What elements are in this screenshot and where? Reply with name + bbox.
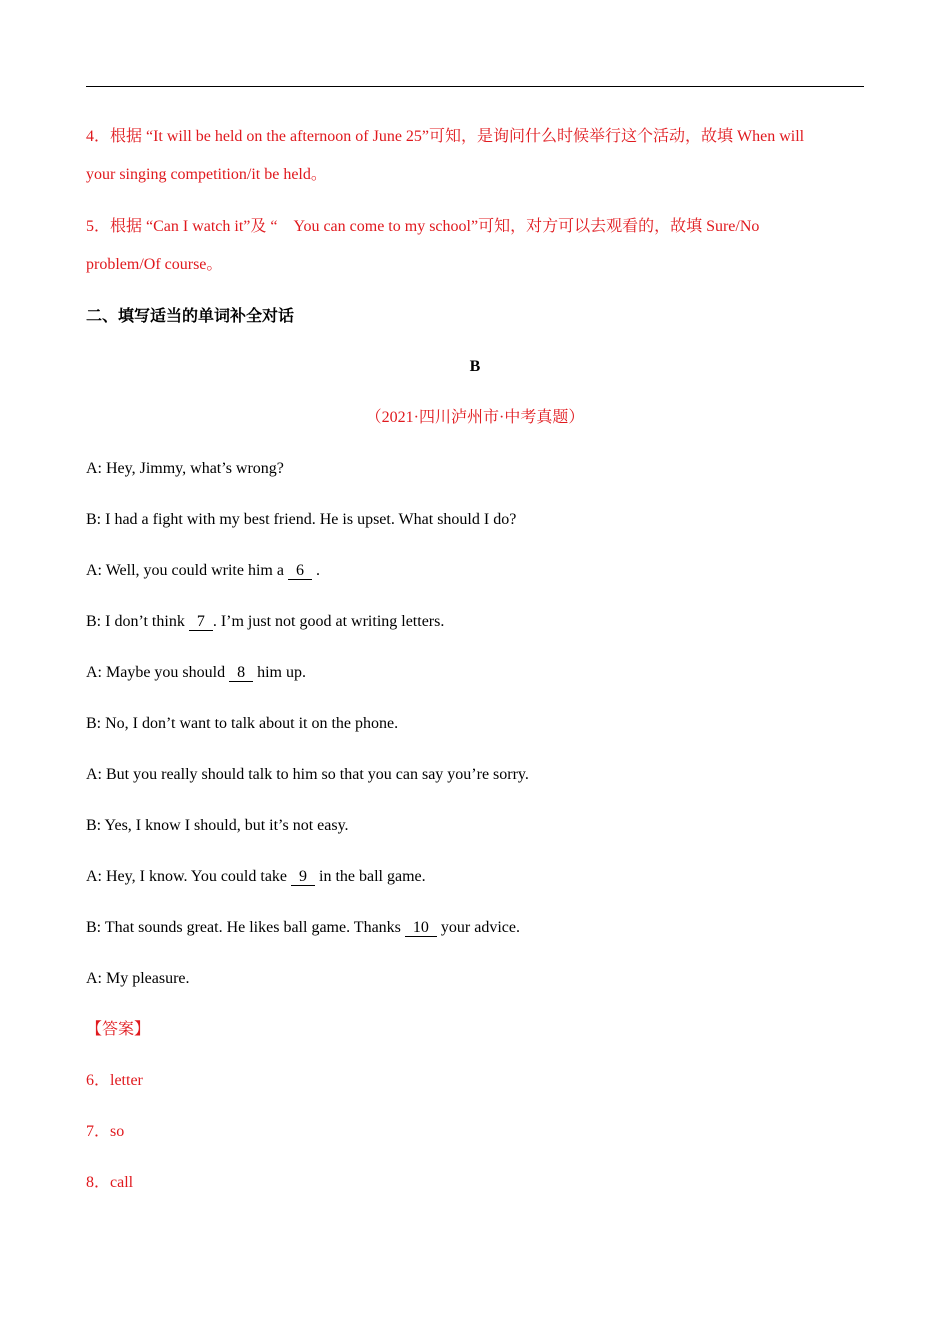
dialogue-line-4-post: . I’m just not good at writing letters. xyxy=(212,613,445,630)
answer-6: 6．letter xyxy=(86,1072,143,1089)
explanation-4-line-1: 4．根据 “It will be held on the afternoon of June 25”可知，是询问什么时候举行这个活动，故填 When will xyxy=(86,128,805,145)
dialogue-line-2: B: I had a fight with my best friend. He is upset. What should I do? xyxy=(86,511,517,528)
dialogue-line-8: B: Yes, I know I should, but it’s not easy. xyxy=(86,817,349,834)
explanation-5-line-2: problem/Of course。 xyxy=(86,256,223,273)
passage-label: B xyxy=(469,358,481,375)
dialogue-line-1: A: Hey, Jimmy, what’s wrong? xyxy=(86,460,284,477)
answer-8: 8．call xyxy=(86,1174,134,1191)
explanation-4-line-2: your singing competition/it be held。 xyxy=(86,166,327,183)
explanation-5-line-1: 5．根据 “Can I watch it”及 “ You can come to my school”可知，对方可以去观看的，故填 Sure/No xyxy=(86,218,760,235)
header-rule xyxy=(86,86,864,87)
dialogue-line-4-pre: B: I don’t think xyxy=(86,613,189,630)
dialogue-line-5-pre: A: Maybe you should xyxy=(86,664,230,681)
dialogue-line-3-post: . xyxy=(311,562,320,579)
dialogue-line-6: B: No, I don’t want to talk about it on the phone. xyxy=(86,715,399,732)
blank-10: 10 xyxy=(405,919,437,937)
section-title: 二、填写适当的单词补全对话 xyxy=(86,308,295,325)
dialogue-line-9 xyxy=(86,867,864,887)
blank-8: 8 xyxy=(229,664,253,682)
blank-7: 7 xyxy=(189,613,213,631)
answer-heading: 【答案】 xyxy=(86,1021,151,1038)
dialogue-line-4 xyxy=(86,612,864,632)
dialogue-line-3-pre: A: Well, you could write him a xyxy=(86,562,288,579)
dialogue-line-9-pre: A: Hey, I know. You could take xyxy=(86,868,292,885)
dialogue-line-10-post: your advice. xyxy=(436,919,520,936)
source-citation: （2021·四川泸州市·中考真题） xyxy=(365,409,585,426)
dialogue-line-5-post: him up. xyxy=(253,664,306,681)
blank-6: 6 xyxy=(288,562,312,580)
blank-9: 9 xyxy=(291,868,315,886)
dialogue-line-3 xyxy=(86,561,864,581)
dialogue-line-10 xyxy=(86,918,864,938)
dialogue-line-11: A: My pleasure. xyxy=(86,970,190,987)
dialogue-line-7: A: But you really should talk to him so that you can say you’re sorry. xyxy=(86,766,529,783)
dialogue-line-10-pre: B: That sounds great. He likes ball game. Thanks xyxy=(86,919,405,936)
dialogue-line-5 xyxy=(86,663,864,683)
dialogue-line-9-post: in the ball game. xyxy=(315,868,426,885)
answer-7: 7．so xyxy=(86,1123,125,1140)
